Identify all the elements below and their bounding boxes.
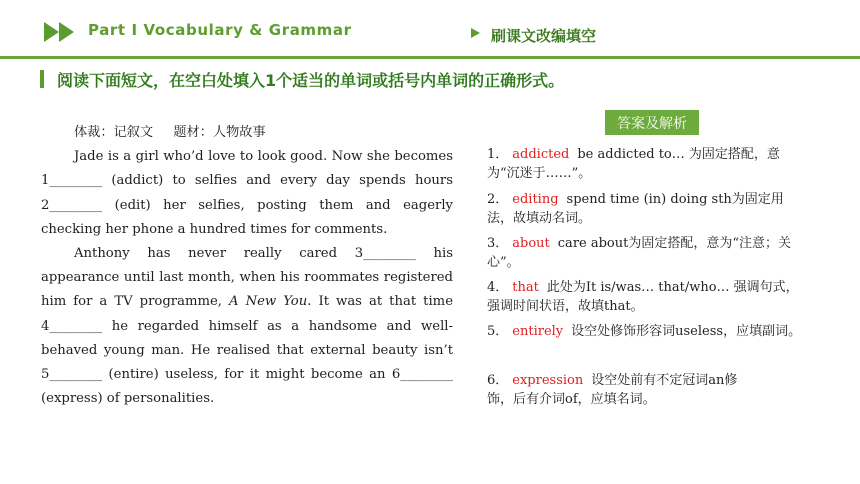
- paragraph-2-part-2: . It was at that time 4________ he regarded himself as a handsome and well-behaved young man. He realised that external beauty isn’t 5________ (entire) useless, for it might become an 6________ (express) of personalities.: [41, 294, 453, 407]
- programme-title: A New You: [229, 294, 308, 310]
- instruction-text: 阅读下面短文，在空白处填入1个适当的单词或括号内单词的正确形式。: [57, 71, 565, 90]
- paragraph-1: Jade is a girl who’d love to look good. Now she becomes 1________ (addict) to selfies and every day spends hours 2________ (edit) her selfies, posting them and eagerly checking her phone a hundred times for comments.: [41, 149, 453, 237]
- passage: [41, 121, 453, 411]
- answer-explanation: be addicted to… 为固定搭配，意为“沉迷于……”。: [487, 147, 780, 181]
- answer-key: entirely: [512, 324, 564, 339]
- header: [0, 0, 860, 62]
- answer-key: about: [512, 236, 550, 251]
- exercise-title: 刷课文改编填空: [491, 27, 597, 45]
- answer-number: 5．: [487, 324, 509, 339]
- instruction-marker: [40, 70, 44, 88]
- answer-explanation-button[interactable]: 答案及解析: [605, 110, 699, 135]
- answer-explanation: care about为固定搭配，意为“注意；关心”。: [487, 236, 791, 270]
- answer-number: 3．: [487, 236, 509, 251]
- passage-meta: [41, 121, 453, 145]
- answer-item-5: [487, 322, 807, 341]
- answer-key: addicted: [512, 147, 570, 162]
- paragraph-2-part-1: Anthony has never really cared 3________ his appearance until last month, when his roommates registered him for a TV programme,: [41, 246, 453, 310]
- answer-number: 1．: [487, 147, 509, 162]
- answer-item-6: [487, 371, 757, 409]
- paragraph-2: [41, 242, 453, 411]
- answer-item-3: [487, 234, 807, 272]
- answer-item-1: [487, 145, 807, 183]
- answer-key: that: [512, 280, 539, 295]
- answer-number: 2．: [487, 192, 509, 207]
- answer-explanation: 设空处前有不定冠词an修饰，后有介词of，应填名词。: [487, 373, 738, 407]
- answer-key: expression: [512, 373, 584, 388]
- answer-item-2: [487, 190, 807, 228]
- play-triangle-icon: [471, 28, 480, 38]
- section-title: Part Ⅰ Vocabulary & Grammar: [88, 21, 352, 39]
- answer-explanation: 此处为It is/was… that/who… 强调句式，强调时间状语，故填that。: [487, 280, 799, 314]
- answer-explanation: 设空处修饰形容词useless，应填副词。: [571, 324, 802, 339]
- genre-label: 体裁：记叙文: [74, 125, 154, 140]
- header-divider: [0, 56, 860, 59]
- answer-number: 4．: [487, 280, 509, 295]
- answer-key: editing: [512, 192, 559, 207]
- topic-label: 题材：人物故事: [173, 125, 266, 140]
- answer-item-4: [487, 278, 807, 316]
- answer-explanation: spend time (in) doing sth为固定用法，故填动名词。: [487, 192, 784, 226]
- double-arrow-icon: [44, 22, 76, 42]
- answer-number: 6．: [487, 373, 509, 388]
